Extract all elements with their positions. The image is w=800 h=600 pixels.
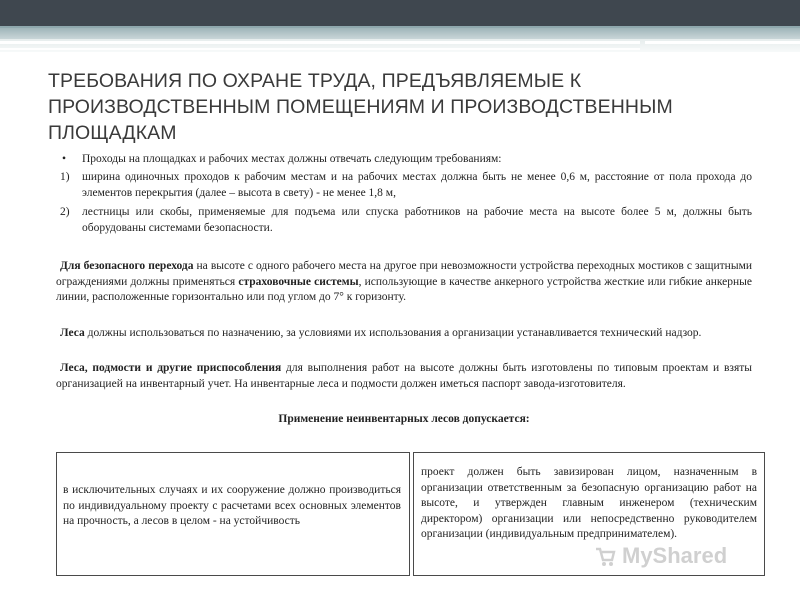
header-stripe [645,41,800,44]
paragraph-scaffolding-manufacture: Леса, подмости и другие приспособления для выполнения работ на высоте должны быть изготовлены по типовым проектам и взяты организацией на инвентарный учет. На инвентарные леса и подмости должен иметься паспорт завода-изготовителя. [56,362,752,390]
header-stripe [0,41,640,44]
subheading: Применение неинвентарных лесов допускается: [278,413,530,425]
item-1-text: ширина одиночных проходов к рабочим местам и на рабочих местах должна быть не менее 0,6 м, расстояние от пола прохода до элементов перекрытия (далее – высота в свету) - не менее 1,8 м, [82,171,752,199]
header-stripe [0,48,640,50]
bullet-marker: • [62,153,67,165]
right-condition-text: проект должен быть завизирован лицом, назначенным в организации ответственным за безопасную организацию работ на высоте, и утвержден главным инженером (техническим директором) организации или непосредственно руководителем организации (индивидуальным предпринимателем). [421,466,757,541]
item-2-text: лестницы или скобы, применяемые для подъема или спуска работников на рабочие места на высоте более 5 м, должны быть оборудованы системами безопасности. [82,206,752,234]
left-condition-text: в исключительных случаях и их сооружение должно производиться по индивидуальному проекту с расчетами всех основных элементов на прочность, а лесов в целом - на устойчивость [63,484,401,528]
slide-title: ТРЕБОВАНИЯ ПО ОХРАНЕ ТРУДА, ПРЕДЪЯВЛЯЕМЫЕ К ПРОИЗВОДСТВЕННЫМ ПОМЕЩЕНИЯМ И ПРОИЗВОДСТВЕННЫМ ПЛОЩАДКАМ [48,70,673,144]
slide-top-bar [0,0,800,26]
paragraph-bold: страховочные системы [238,275,359,288]
item-1-marker: 1) [60,171,70,183]
paragraph-bold: Леса, подмости и другие приспособления [60,362,282,374]
slide-header-band [0,28,800,39]
left-condition-box [56,452,410,576]
paragraph-scaffolding-use: Леса должны использоваться по назначению, за условиями их использования а организации устанавливается технический надзор. [60,327,702,339]
paragraph-bold: Для безопасного перехода [60,260,194,272]
bullet-text: Проходы на площадках и рабочих местах должны отвечать следующим требованиям: [82,153,502,165]
paragraph-bold: Леса [60,327,85,339]
watermark [594,539,764,573]
cart-icon [594,545,616,567]
item-2-marker: 2) [60,206,70,218]
paragraph-safe-crossing: Для безопасного перехода на высоте с одного рабочего места на другое при невозможности устройства переходных мостиков с защитными ограждениями должны применяться страховочные системы, использующие в качестве анкерного устройства жесткие или гибкие анкерные линии, расположенные горизонтально или под углом до 7° к горизонту. [56,260,752,304]
watermark-text: MyShared [622,543,728,568]
